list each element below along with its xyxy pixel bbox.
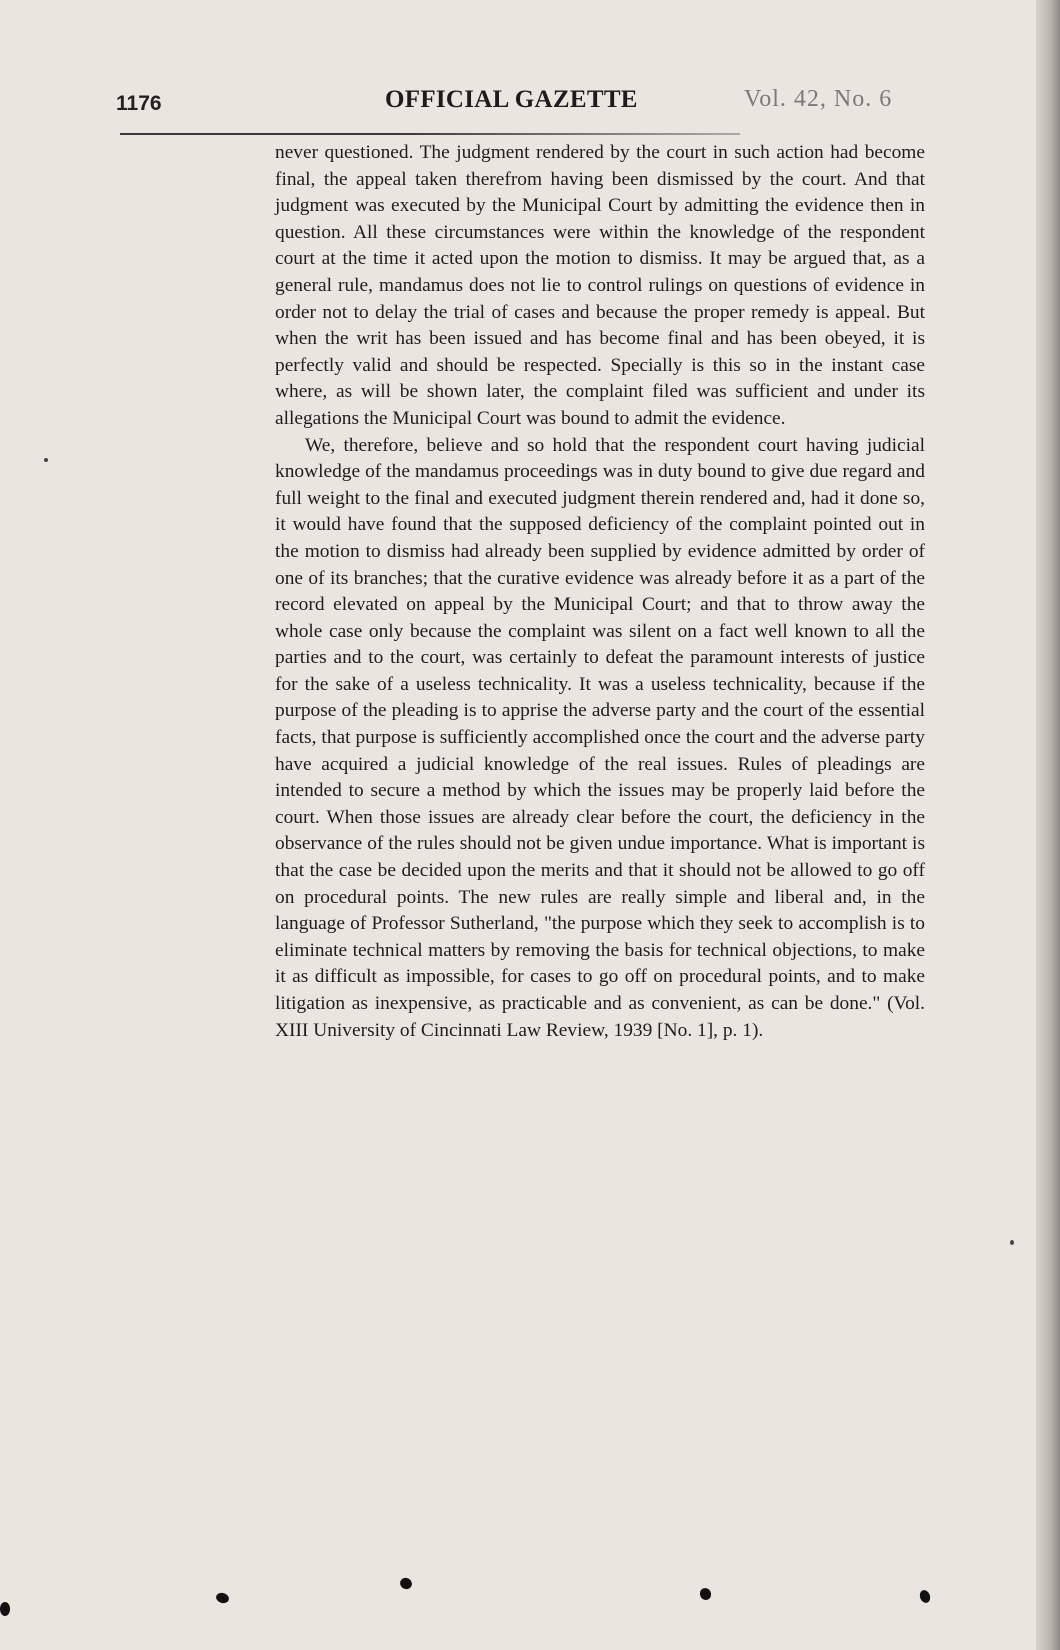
paragraph-continuation: never questioned. The judgment rendered by the court in such action had become final, the appeal taken therefrom having been dismissed by the court. And that judgment was executed by the Municipal Court by admitting the evidence then in question. All these circumstances were within the knowledge of the respondent court at the time it acted upon the motion to dismiss. It may be argued that, as a general rule, mandamus does not lie to control rulings on questions of evidence in order not to delay the trial of cases and because the proper remedy is appeal. But when the writ has been issued and has become final and has been obeyed, it is perfectly valid and should be respected. Specially is this so in the instant case where, as will be shown later, the complaint filed was sufficient and under its allegations the Municipal Court was bound to admit the evidence.	[275, 142, 925, 429]
scan-edge-shadow	[1036, 0, 1060, 1650]
header-rule	[120, 133, 740, 135]
publication-title: OFFICIAL GAZETTE	[385, 86, 638, 113]
margin-speck	[1010, 1240, 1014, 1245]
punch-hole-mark	[215, 1591, 230, 1605]
punch-hole-mark	[918, 1589, 932, 1605]
paragraph-holding: We, therefore, believe and so hold that the respondent court having judicial knowledge of the mandamus proceedings was in duty bound to give due regard and full weight to the final and executed judgment therein rendered and, had it done so, it would have found that the supposed deficiency of the complaint pointed out in the motion to dismiss had already been supplied by evidence admitted by order of one of its branches; that the curative evidence was already before it as a part of the record elevated on appeal by the Municipal Court; and that to throw away the whole case only because the complaint was silent on a fact well known to all the parties and to the court, was certainly to defeat the paramount interests of justice for the sake of a useless technicality. It was a useless technicality, because if the purpose of the pleading is to apprise the adverse party and the court of the essential facts, that purpose is sufficiently accomplished once the court and the adverse party have acquired a judicial knowledge of the real issues. Rules of pleadings are intended to secure a method by which the issues may be properly laid before the court. When those issues are already clear before the court, the deficiency in the observance of the rules should not be given undue importance. What is important is that the case be decided upon the merits and that it should not be allowed to go off on procedural points. The new rules are really simple and liberal and, in the language of Professor Sutherland, "the purpose which they seek to accomplish is to eliminate technical matters by removing the basis for technical objections, to make it as difficult as impossible, for cases to go off on procedural points, and to make litigation as inexpensive, as practicable and as convenient, as can be done." (Vol. XIII University of Cincinnati Law Review, 1939 [No. 1], p. 1).	[275, 434, 925, 1041]
volume-number: Vol. 42, No. 6	[744, 86, 893, 112]
body-text	[275, 140, 925, 1044]
page-number: 1176	[116, 92, 162, 115]
margin-speck	[44, 458, 48, 462]
punch-hole-mark	[698, 1586, 713, 1602]
punch-hole-mark	[398, 1576, 414, 1592]
punch-hole-mark	[0, 1602, 10, 1616]
page-header	[0, 82, 1060, 122]
